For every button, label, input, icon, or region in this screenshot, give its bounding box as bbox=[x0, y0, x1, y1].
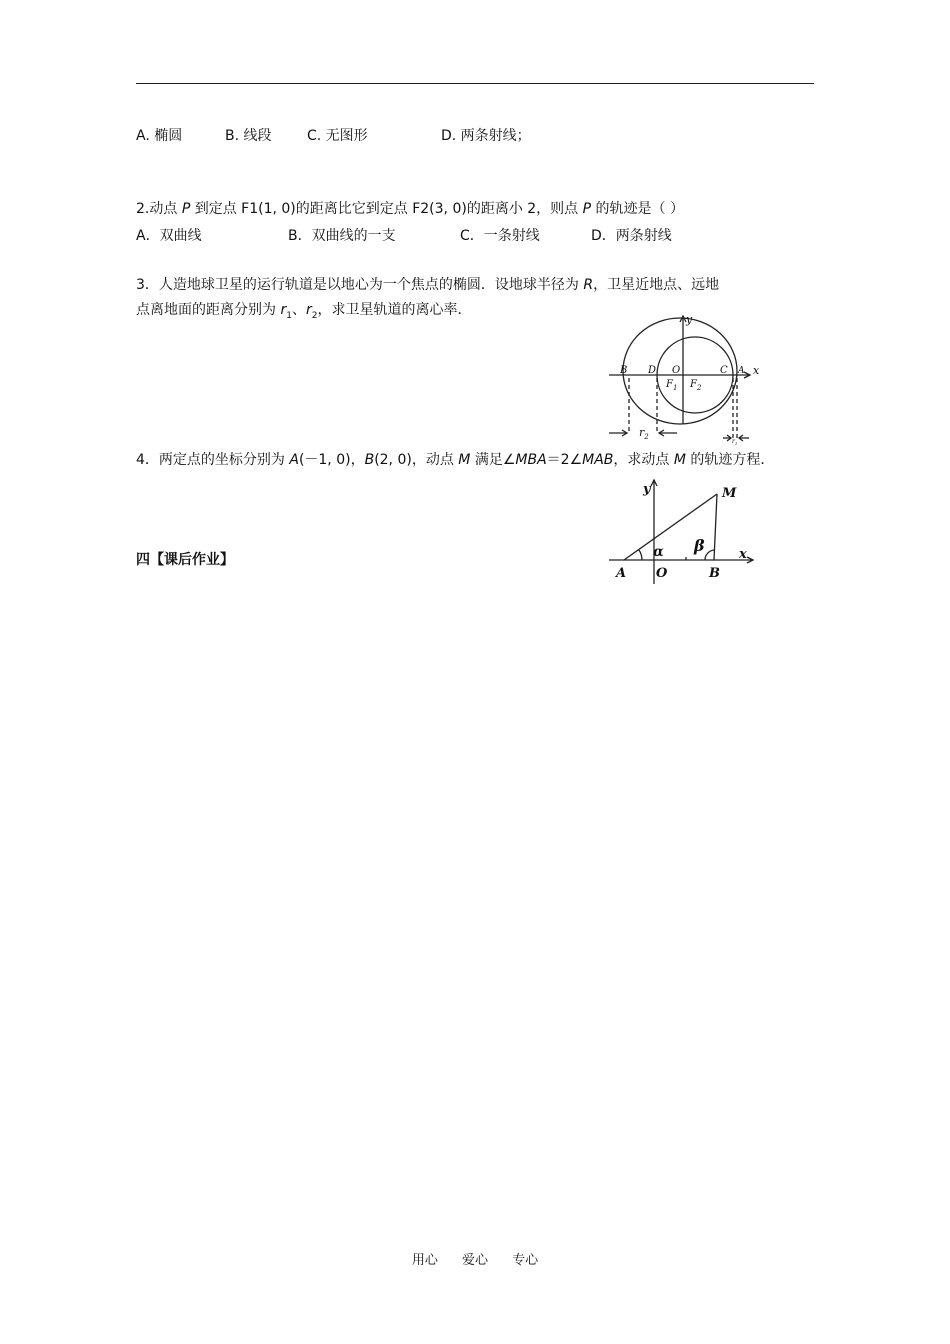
orbit-label-y: y bbox=[686, 313, 693, 326]
q3-line-2: 点离地面的距离分别为 $r_1$、$r_2$，求卫星轨道的离心率． bbox=[136, 302, 472, 321]
orbit-label-d: D bbox=[648, 365, 657, 376]
q2-option-a: A．双曲线 bbox=[136, 228, 202, 244]
footer-item-2: 爱心 bbox=[461, 1253, 488, 1268]
q1-option-c: C. 无图形 bbox=[307, 128, 368, 144]
triangle-label-x: x bbox=[739, 547, 747, 562]
q1-option-b: B. 线段 bbox=[225, 128, 272, 144]
orbit-label-o: O bbox=[672, 365, 681, 376]
footer-item-1: 用心 bbox=[411, 1253, 438, 1268]
orbit-label-x: x bbox=[753, 364, 760, 377]
q1-option-a: A. 椭圆 bbox=[136, 128, 183, 144]
orbit-label-r1: $r_1$ bbox=[732, 438, 738, 446]
angle-alpha-arc bbox=[639, 550, 642, 560]
section-heading: 四【课后作业】 bbox=[136, 552, 234, 568]
triangle-figure bbox=[605, 476, 765, 588]
footer-item-3: 专心 bbox=[512, 1253, 539, 1268]
triangle-label-o: O bbox=[656, 566, 668, 581]
q2-stem: 2.动点 P 到定点 F1(1, 0)的距离比它到定点 F2(3, 0)的距离小 2，则点 P 的轨迹是（ ） bbox=[136, 201, 684, 217]
orbit-label-f2: $F_2$ bbox=[690, 379, 702, 392]
orbit-figure bbox=[605, 312, 775, 446]
q2-option-c: C．一条射线 bbox=[460, 228, 540, 244]
triangle-label-beta: β bbox=[694, 536, 705, 555]
q1-option-d: D. 两条射线； bbox=[441, 128, 531, 144]
q3-line-1: 3．人造地球卫星的运行轨道是以地心为一个焦点的椭圆．设地球半径为 R，卫星近地点、远地 bbox=[136, 277, 720, 293]
q2-option-d: D．两条射线 bbox=[591, 228, 672, 244]
header-rule bbox=[136, 83, 814, 84]
orbit-label-f1: $F_1$ bbox=[666, 379, 678, 392]
orbit-label-b: B bbox=[620, 365, 628, 376]
page-footer bbox=[0, 1249, 950, 1268]
triangle-label-y: y bbox=[643, 482, 651, 497]
triangle-label-alpha: α bbox=[653, 544, 664, 560]
q4-stem: 4．两定点的坐标分别为 A(－1, 0)，B(2, 0)，动点 M 满足∠MBA＝2∠MAB，求动点 M 的轨迹方程． bbox=[136, 452, 775, 468]
triangle-label-a: A bbox=[616, 566, 627, 581]
orbit-label-a: A bbox=[738, 366, 745, 376]
triangle-label-b: B bbox=[709, 566, 720, 581]
orbit-label-r2: $r_2$ bbox=[639, 426, 649, 441]
q2-option-b: B．双曲线的一支 bbox=[288, 228, 396, 244]
orbit-label-c: C bbox=[720, 365, 728, 376]
triangle-label-m: M bbox=[722, 486, 737, 501]
